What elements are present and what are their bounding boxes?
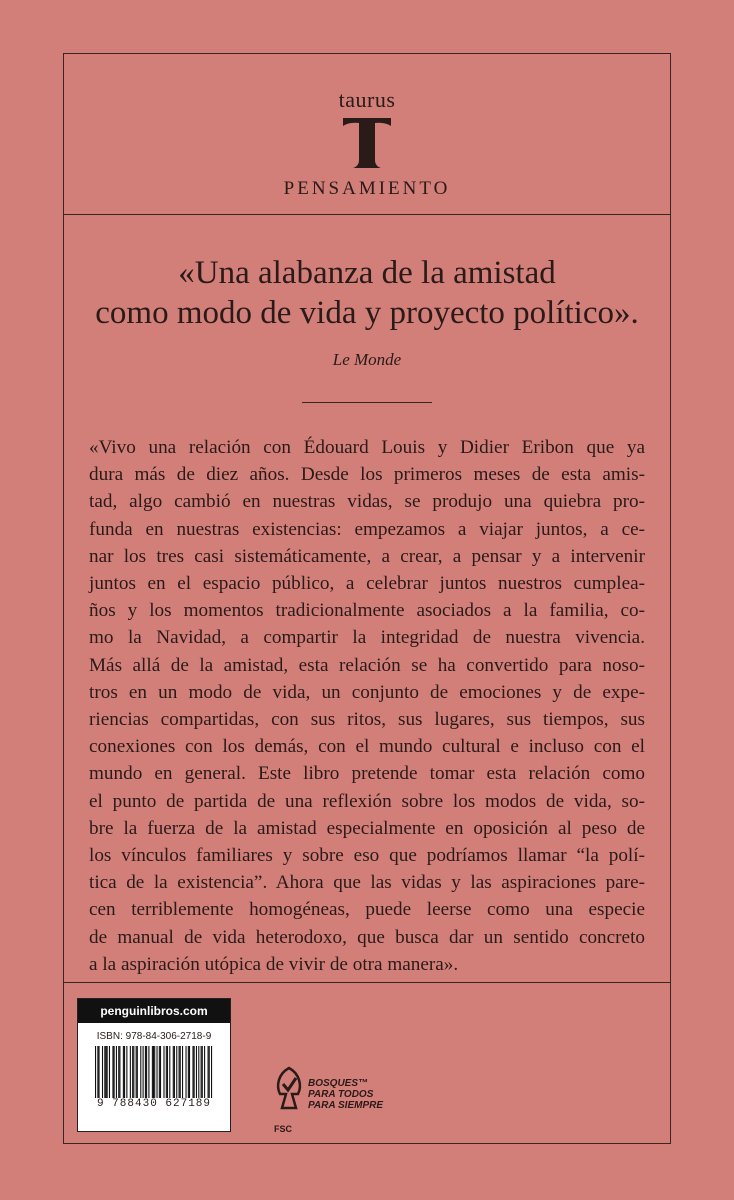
taurus-t-logo-icon: [341, 116, 393, 170]
fsc-label: FSC: [274, 1124, 292, 1134]
footer-divider: [64, 982, 670, 983]
quote-rule: [302, 402, 432, 403]
cover-frame: [63, 53, 671, 1144]
blurb-line: de manual de vida heterodoxo, que busca dar un sentido concreto: [89, 926, 645, 948]
quote-line-2: como modo de vida y proyecto político».: [95, 295, 639, 331]
quote-line-1: «Una alabanza de la amistad: [178, 255, 556, 291]
pull-quote: [64, 253, 670, 333]
blurb-line: «Vivo una relación con Édouard Louis y Didier Eribon que ya: [89, 437, 645, 458]
barcode-icon: [91, 1046, 217, 1098]
website-label: penguinlibros.com: [78, 999, 230, 1023]
fsc-slogan-line-2: PARA TODOS: [308, 1089, 374, 1100]
barcode-digits: 9 788430 627189: [96, 1098, 212, 1110]
blurb-line: bre la fuerza de la amistad especialmente en oposición al peso de: [89, 817, 645, 839]
publisher-logo: [64, 88, 670, 200]
collection-name: PENSAMIENTO: [283, 178, 451, 199]
blurb-line: nar los tres casi sistemáticamente, a crear, a pensar y a intervenir: [89, 545, 645, 567]
fsc-slogan: [308, 1078, 383, 1111]
blurb-line: tica de la existencia”. Ahora que las vidas y las aspiraciones pare-: [89, 872, 645, 894]
blurb-line: conexiones con los demás, con el mundo cultural e incluso con el: [89, 736, 645, 758]
blurb-line: Más allá de la amistad, esta relación se ha convertido para noso-: [89, 654, 645, 676]
fsc-logo: [274, 1064, 404, 1136]
blurb-line: tad, algo cambió en nuestras vidas, se produjo una quiebra pro-: [89, 491, 645, 513]
fsc-slogan-line-3: PARA SIEMPRE: [308, 1100, 384, 1111]
blurb-line: los vínculos familiares y sobre eso que podríamos llamar “la polí-: [89, 845, 645, 867]
blurb-line: dura más de diez años. Desde los primeros meses de esta amis-: [89, 464, 645, 486]
blurb-line: el punto de partida de una reflexión sobre los modos de vida, so-: [89, 790, 645, 812]
blurb-line: mo la Navidad, a compartir la integridad de nuestra vivencia.: [89, 627, 645, 649]
brand-name: taurus: [338, 87, 396, 112]
blurb-line: funda en nuestras existencias: empezamos a viajar juntos, a ce-: [89, 518, 645, 540]
header-divider: [64, 214, 670, 215]
blurb-text: [89, 434, 645, 978]
barcode-box: [77, 998, 231, 1132]
blurb-line: riencias compartidas, con sus ritos, sus lugares, sus tiempos, sus: [89, 709, 645, 731]
blurb-line: cen terriblemente homogéneas, puede leerse como una especie: [89, 899, 645, 921]
blurb-line: a la aspiración utópica de vivir de otra manera».: [89, 953, 459, 975]
blurb-line: tros en un modo de vida, un conjunto de emociones y de expe-: [89, 681, 645, 703]
quote-source: Le Monde: [332, 350, 402, 369]
isbn-label: ISBN: 978-84-306-2718-9: [96, 1031, 212, 1042]
blurb-line: juntos en el espacio público, a celebrar juntos nuestros cumplea-: [89, 573, 645, 595]
fsc-slogan-line-1: BOSQUES™: [308, 1078, 369, 1089]
tree-check-icon: [274, 1064, 304, 1122]
blurb-line: mundo en general. Este libro pretende tomar esta relación como: [89, 763, 645, 785]
blurb-line: ños y los momentos tradicionalmente asociados a la familia, co-: [89, 600, 645, 622]
